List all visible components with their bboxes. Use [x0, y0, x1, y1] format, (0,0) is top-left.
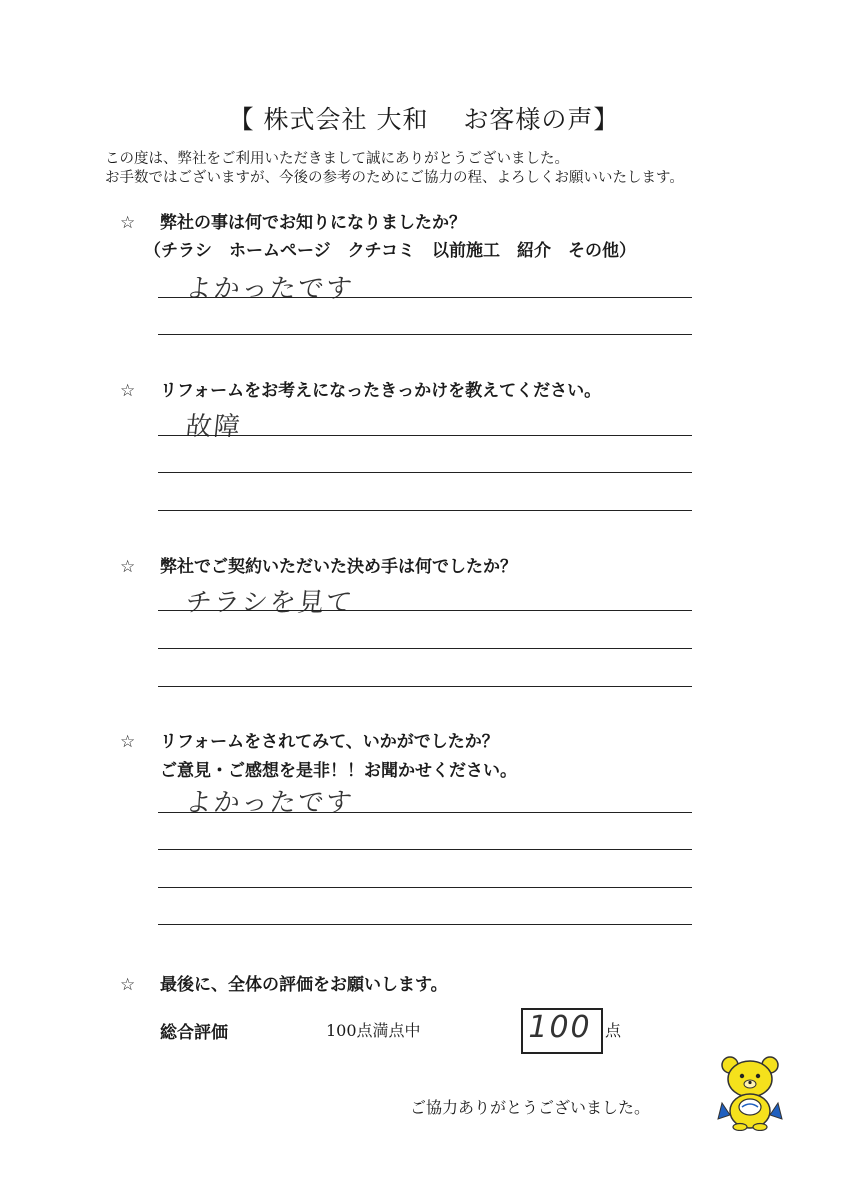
answer-line: [158, 812, 692, 813]
bear-mascot-icon: [716, 1055, 784, 1131]
star-icon: ☆: [120, 557, 136, 577]
question-1: [120, 208, 466, 233]
answer-line: [158, 297, 692, 298]
star-icon: ☆: [120, 213, 136, 233]
question-1-options: （チラシ ホームページ クチコミ 以前施工 紹介 その他）: [144, 241, 636, 261]
question-1-text: 弊社の事は何でお知りになりましたか？: [160, 213, 466, 233]
page-title: 【 株式会社 大和 お客様の声】: [228, 105, 620, 134]
answer-line: [158, 849, 692, 850]
star-icon: ☆: [120, 732, 136, 752]
question-4-sub: ご意見・ご感想を是非！！お聞かせください。: [160, 761, 517, 781]
score-value: 100: [528, 1010, 592, 1045]
answer-line: [158, 887, 692, 888]
answer-4: よかったです: [184, 788, 356, 818]
star-icon: ☆: [120, 381, 136, 401]
answer-line: [158, 686, 692, 687]
thanks-text: ご協力ありがとうございました。: [410, 1098, 651, 1117]
answer-line: [158, 610, 692, 611]
question-2: [120, 376, 601, 401]
question-4-text: リフォームをされてみて、いかがでしたか？: [160, 732, 499, 752]
answer-3: チラシを見て: [184, 588, 356, 618]
answer-line: [158, 510, 692, 511]
question-5-text: 最後に、全体の評価をお願いします。: [160, 975, 448, 995]
score-unit: 点: [605, 1021, 622, 1040]
question-5: [120, 970, 448, 995]
rating-max-text: 100点満点中: [326, 1021, 421, 1040]
answer-line: [158, 924, 692, 925]
answer-1: よかったです: [184, 274, 356, 304]
answer-2: 故障: [184, 412, 244, 442]
answer-line: [158, 435, 692, 436]
question-3: [120, 552, 517, 577]
answer-line: [158, 648, 692, 649]
question-4: [120, 727, 499, 752]
total-rating-label: 総合評価: [160, 1023, 228, 1043]
answer-line: [158, 334, 692, 335]
answer-line: [158, 472, 692, 473]
question-2-text: リフォームをお考えになったきっかけを教えてください。: [160, 381, 602, 401]
star-icon: ☆: [120, 975, 136, 995]
intro-line-2: お手数ではございますが、今後の参考のためにご協力の程、よろしくお願いいたします。: [105, 170, 684, 186]
question-3-text: 弊社でご契約いただいた決め手は何でしたか？: [160, 557, 517, 577]
intro-line-1: この度は、弊社をご利用いただきまして誠にありがとうございました。: [105, 151, 569, 167]
